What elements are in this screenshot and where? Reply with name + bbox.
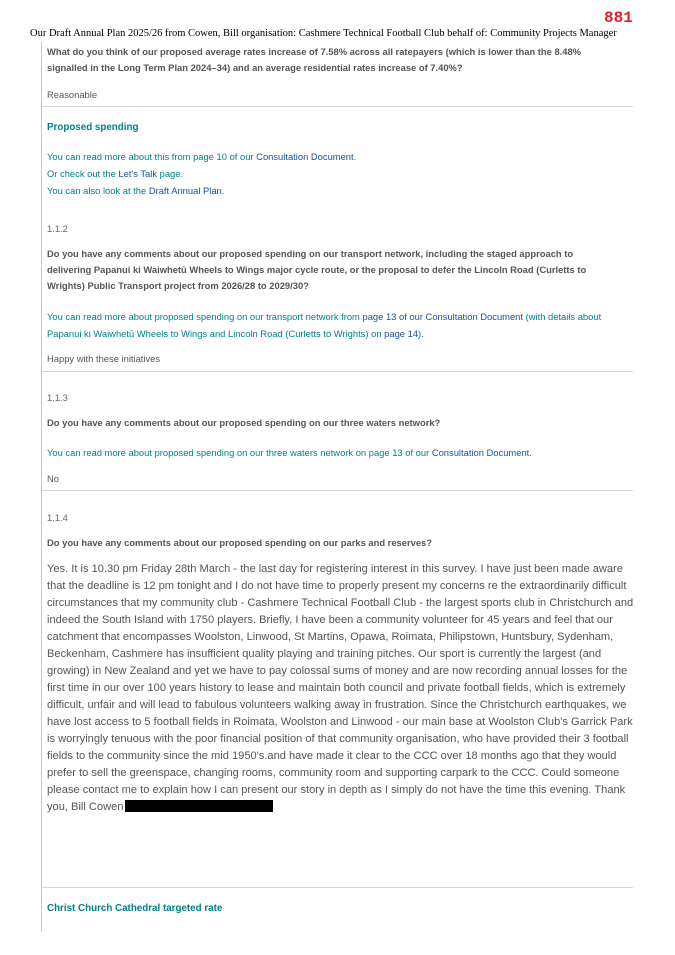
lets-talk-link[interactable]: Let's Talk	[118, 168, 158, 179]
transport-info: You can read more about proposed spending on our transport network from page 13 of our Consultation Document (with details about Papanui ki Waiwhetū Wheels to Wings and Lincoln Road (Curletts to Wrights) on page 14).	[47, 311, 602, 339]
proposed-spending-heading: Proposed spending	[47, 122, 139, 133]
divider	[41, 371, 633, 372]
parks-question: Do you have any comments about our proposed spending on our parks and reserves?	[47, 537, 432, 548]
cathedral-heading: Christ Church Cathedral targeted rate	[47, 903, 223, 914]
divider	[41, 106, 633, 107]
water-info: You can read more about proposed spending on our three waters network on page 13 of our Consultation Document.	[47, 447, 532, 458]
water-answer: No	[47, 473, 59, 484]
water-consultation-link[interactable]: Consultation Document	[431, 447, 530, 458]
rates-question: What do you think of our proposed average rates increase of 7.58% across all ratepayers (which is lower than the 8.48% signalled in the Long Term Plan 2024–34) and an average residential rates increase of 7.40%?	[47, 46, 582, 73]
question-number: 1.1.4	[47, 512, 68, 523]
transport-page-link[interactable]: page 13 of our Consultation Document	[362, 311, 524, 322]
question-number: 1.1.2	[47, 223, 68, 234]
divider	[41, 887, 633, 888]
redaction-block	[125, 800, 273, 812]
rates-answer: Reasonable	[47, 89, 98, 100]
document-header: Our Draft Annual Plan 2025/26 from Cowen, Bill organisation: Cashmere Technical Football Club behalf of: Community Projects Manager	[30, 28, 617, 39]
water-question: Do you have any comments about our proposed spending on our three waters network?	[47, 417, 441, 428]
question-number: 1.1.3	[47, 392, 68, 403]
divider	[41, 490, 633, 491]
consultation-document-link[interactable]: Consultation Document	[256, 151, 354, 162]
proposed-spending-info: You can read more about this from page 10 of our Consultation Document. Or check out the Let's Talk page. You can also look at the Draft Annual Plan.	[47, 151, 357, 196]
parks-answer: Yes. It is 10.30 pm Friday 28th March - the last day for registering interest in this survey. I have just been made aware that the deadline is 12 pm tonight and I do not have time to properly present my concerns re the extraordinarily difficult circumstances that my community club - Cashmere Technical Football Club - the largest sports club in Christchurch and indeed the South Island with 1750 players. Briefly, I have been a community volunteer for 45 years and feel that our catchment that encompasses Woolston, Linwood, St Martins, Opawa, Roimata, Philipstown, Huntsbury, Sydenham, Beckenham, Cashmere has insufficient quality playing and training pitches. Our sport is currently the largest (and growing) in New Zealand and yet we have to pay colossal sums of money and are now recording annual losses for the first time in our over 100 years history to lease and maintain both council and private football fields, which is extremely difficult, unfair and will lead to fabulous volunteers walking away in frustration. Since the Christchurch earthquakes, we have lost access to 5 football fields in Roimata, Woolston and Linwood - our main base at Woolston Club's Garrick Park is worryingly tenuous with the poor financial position of that community organisation, who have provided their 3 football fields to the community since the mid 1950's.and have made it clear to the CCC over 18 months ago that they would prefer to sell the greenspace, changing rooms, community room and supporting carpark to the CCC. Could someone please contact me to explain how I can present our story in depth as I simply do not have the time this evening. Thank you, Bill Cowen	[47, 563, 634, 813]
transport-answer: Happy with these initiatives	[47, 353, 161, 364]
transport-question: Do you have any comments about our proposed spending on our transport network, including the staged approach to delivering Papanui ki Waiwhetū Wheels to Wings major cycle route, or the proposal to defer the Lincoln Road (Curletts to Wrights) Public Transport project from 2026/28 to 2029/30?	[47, 248, 587, 291]
draft-annual-plan-link[interactable]: Draft Annual Plan	[148, 185, 222, 196]
page-14-link[interactable]: page 14	[384, 328, 419, 339]
page-number: 881	[604, 9, 633, 27]
